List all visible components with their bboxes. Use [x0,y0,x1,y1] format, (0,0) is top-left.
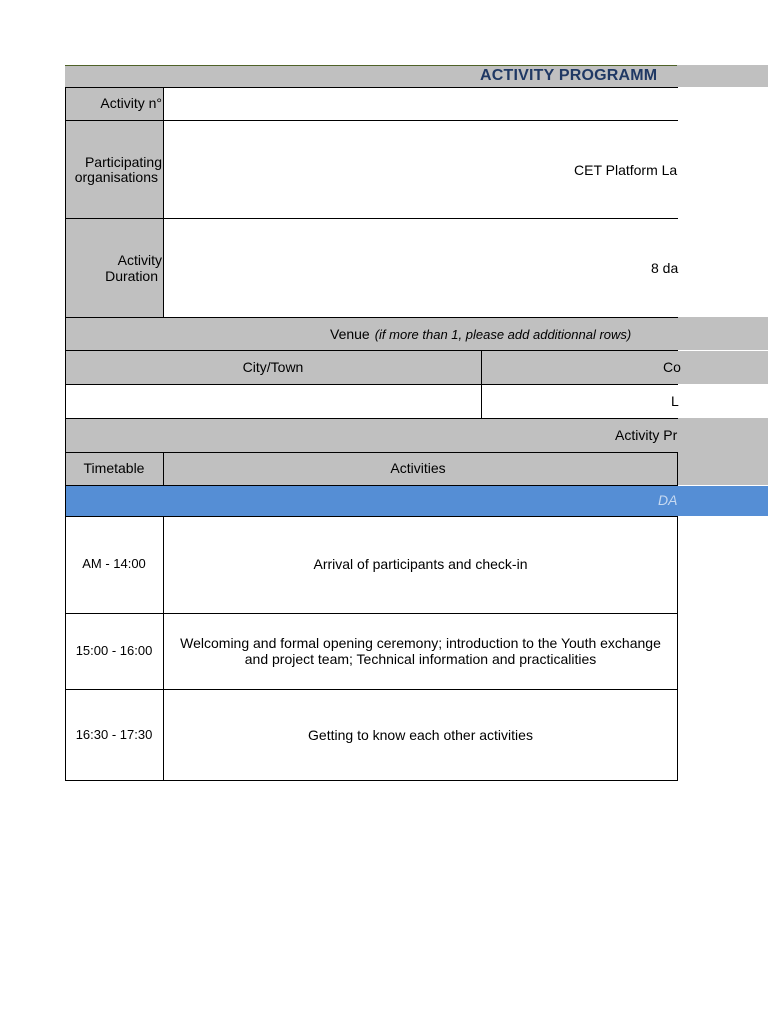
grid-line [65,317,678,318]
participating-label-line1: Participating [84,154,162,170]
country-value: L [671,393,679,409]
venue-heading [330,325,631,343]
title-clip [65,65,677,87]
participating-label-line2: organisations [74,169,158,185]
participating-value-clip [164,120,677,218]
duration-label-line2: Duration [105,268,158,284]
grid-line [677,516,678,780]
programme-section-label: Activity Pr [615,427,678,443]
country-header: Co [663,359,681,375]
venue-label: Venue [330,326,370,342]
row-activity: Arrival of participants and check-in [313,556,528,572]
row-time: 15:00 - 16:00 [75,643,153,658]
page-title: ACTIVITY PROGRAMM [480,67,658,84]
grid-line [65,516,678,517]
participating-value: CET Platform La [574,162,678,178]
duration-value: 8 da [651,260,679,276]
row-time: 16:30 - 17:30 [75,727,153,742]
day-label-clip [65,486,677,516]
venue-note: (if more than 1, please add additionnal rows) [374,326,632,342]
duration-value-clip [164,218,677,317]
country-value-clip [482,385,677,418]
timetable-header: Timetable [83,460,145,476]
grid-line [677,452,678,485]
day-label: DA [658,492,678,508]
activity-no-label: Activity n° [100,95,162,111]
row-activity-line1: Welcoming and formal opening ceremony; introduction to the Youth exchange [180,635,661,651]
row-activity: Getting to know each other activities [308,727,533,743]
row-activity-line2: and project team; Technical information and practicalities [244,651,597,667]
grid-line [65,780,678,781]
grid-line [65,689,678,690]
country-header-clip [482,351,681,384]
activities-header: Activities [390,460,446,476]
grid-line [65,613,678,614]
grid-line [65,87,678,88]
duration-label-line1: Activity [117,252,162,268]
grid-line [65,452,678,453]
row-time: AM - 14:00 [82,556,146,571]
programme-section-clip [65,418,677,452]
city-header: City/Town [242,359,304,375]
